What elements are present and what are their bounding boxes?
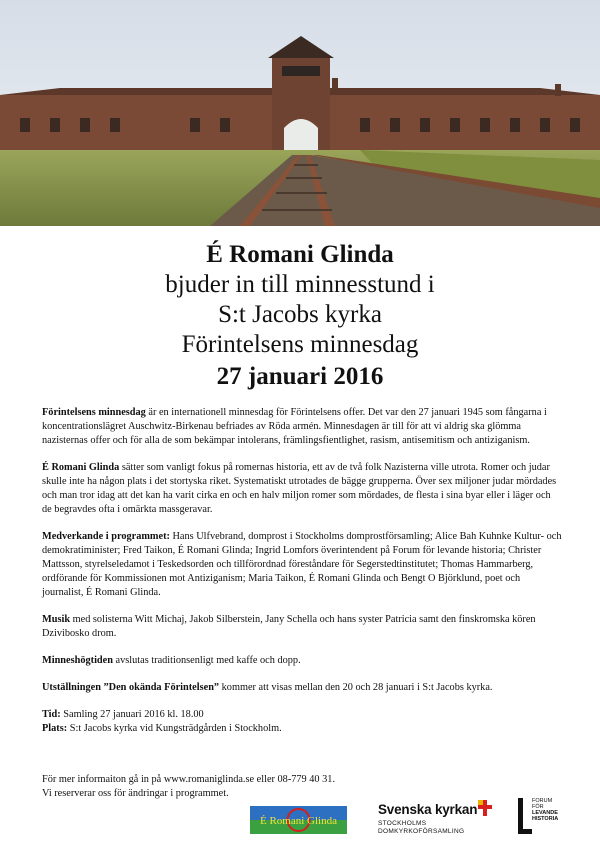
time-label: Tid: <box>42 709 61 720</box>
svenska-kyrkan-sub2: DOMKYRKOFÖRSAMLING <box>378 828 465 835</box>
place-label: Plats: <box>42 723 68 734</box>
paragraph-lead: Förintelsens minnesdag <box>42 407 146 418</box>
paragraph-text: avslutas traditionsenligt med kaffe och dopp. <box>112 655 301 666</box>
romani-glinda-logo <box>250 806 347 834</box>
time-value: Samling 27 januari 2016 kl. 18.00 <box>60 709 204 720</box>
body-text <box>42 406 562 736</box>
footer-info <box>42 773 335 801</box>
svenska-kyrkan-sub1: STOCKHOLMS <box>378 820 427 827</box>
forum-for-levande-historia-logo <box>518 798 578 838</box>
time-line <box>42 708 562 722</box>
forum-line-1: FORUM <box>532 798 553 804</box>
svenska-kyrkan-logo <box>378 800 493 840</box>
disclaimer-line: Vi reserverar oss för ändringar i programmet. <box>42 788 229 799</box>
svenska-kyrkan-name: Svenska kyrkan <box>378 802 478 817</box>
paragraph-lead: Utställningen ”Den okända Förintelsen” <box>42 682 220 693</box>
forum-line-3: LEVANDE <box>532 810 558 816</box>
paragraph-text: är en internationell minnesdag för Förintelsens offer. Det var den 27 januari 1945 som fångarna i koncentrationslägret Auschwitz-Birkenau befriades av Röda armén. Minnesdagen är till för att vi aldrig ska glömma nazisternas offer och för alla de som bekämpar intolerans, främlingsfientlighet, rasism, antisemitism och antiziganism. <box>42 407 547 446</box>
paragraph-minneshogtiden <box>42 654 562 668</box>
paragraph-medverkande <box>42 530 562 600</box>
place-value: S:t Jacobs kyrka vid Kungsträdgården i Stockholm. <box>67 723 282 734</box>
hero-photo-auschwitz-birkenau <box>0 0 600 226</box>
invitation-heading <box>0 240 600 394</box>
paragraph-text: med solisterna Witt Michaj, Jakob Silberstein, Jany Schella och hans syster Patricia samt den finskromska kören Dzivibosko drom. <box>42 614 536 639</box>
paragraph-lead: Medverkande i programmet: <box>42 531 170 542</box>
more-info-line: För mer informaiton gå in på www.romaniglinda.se eller 08-779 40 31. <box>42 774 336 785</box>
paragraph-utstallningen <box>42 681 562 695</box>
paragraph-text: Hans Ulfvebrand, domprost i Stockholms domprostförsamling; Alice Bah Kuhnke Kultur- och demokratiminister; Fred Taikon, É Romani Glinda; Ingrid Lomfors överintendent på Forum för levande historia; Christer Mattsson, styrelseledamot i Teskedsorden och tillförordnad föreståndare för Segerstedtinstitutet; Thomas Hammarberg, ordförande för Kommissionen mot Antiziganism; Maria Taikon, É Romani Glinda och Bengt O Björklund, poet och journalist, É Romani Glinda. <box>42 531 562 598</box>
invitation-line: bjuder in till minnesstund i <box>165 271 435 298</box>
place-line <box>42 722 562 736</box>
paragraph-romani-glinda <box>42 461 562 517</box>
paragraph-minnesdag <box>42 406 562 448</box>
church-cross-icon <box>478 800 492 816</box>
paragraph-text: kommer att visas mellan den 20 och 28 januari i S:t Jacobs kyrka. <box>219 682 493 693</box>
paragraph-lead: É Romani Glinda <box>42 462 120 473</box>
paragraph-text: sätter som vanligt fokus på romernas historia, ett av de två folk Nazisterna ville utrota. Romer och judar skulle inte ha någon plats i det stortyska riket. Systematiskt utrotades de bägge grupperna. Över sex miljoner judar mördades och man tror idag att det kan ha varit cirka en och en halv miljon romer som mördades, de flesta i sina byar eller i läger och de begravdes ofta i omärkta massgeravar. <box>42 462 557 515</box>
paragraph-lead: Minneshögtiden <box>42 655 113 666</box>
romani-glinda-logo-text: É Romani Glinda <box>260 815 337 827</box>
organizer-name: É Romani Glinda <box>206 241 394 268</box>
forum-line-2: FÖR <box>532 804 544 810</box>
forum-line-4: HISTORIA <box>532 816 559 822</box>
forum-l-mark-icon <box>518 798 532 834</box>
paragraph-lead: Musik <box>42 614 71 625</box>
date-line: 27 januari 2016 <box>216 363 384 390</box>
venue-line: S:t Jacobs kyrka <box>218 301 382 328</box>
occasion-line: Förintelsens minnesdag <box>181 331 419 358</box>
paragraph-musik <box>42 613 562 641</box>
